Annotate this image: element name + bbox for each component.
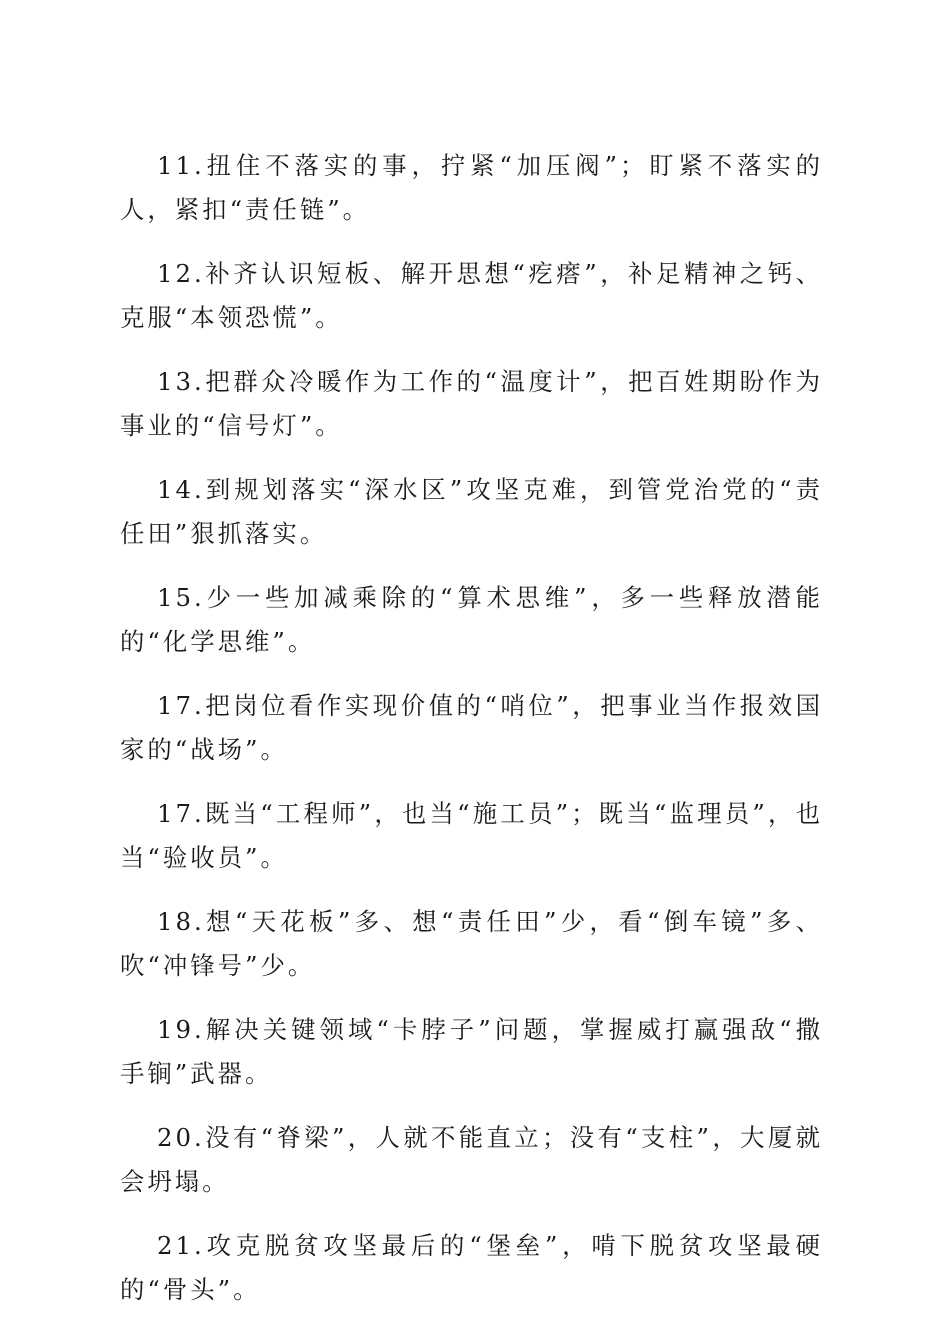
document-body: [120, 144, 823, 1332]
paragraph-21: 21.攻克脱贫攻坚最后的“堡垒”，啃下脱贫攻坚最硬的“骨头”。: [120, 1231, 823, 1304]
paragraph-15: 15.少一些加减乘除的“算术思维”，多一些释放潜能的“化学思维”。: [120, 583, 823, 656]
paragraph-17b: 17.既当“工程师”，也当“施工员”；既当“监理员”，也当“验收员”。: [120, 799, 823, 872]
paragraph-18: 18.想“天花板”多、想“责任田”少，看“倒车镜”多、吹“冲锋号”少。: [120, 907, 823, 980]
paragraph-13: 13.把群众冷暖作为工作的“温度计”，把百姓期盼作为事业的“信号灯”。: [120, 367, 823, 440]
paragraph-12: 12.补齐认识短板、解开思想“疙瘩”，补足精神之钙、克服“本领恐慌”。: [120, 259, 823, 332]
paragraph-19: 19.解决关键领域“卡脖子”问题，掌握威打赢强敌“撒手锏”武器。: [120, 1015, 823, 1088]
paragraph-11: 11.扭住不落实的事，拧紧“加压阀”；盯紧不落实的人，紧扣“责任链”。: [120, 151, 823, 224]
paragraph-20: 20.没有“脊梁”，人就不能直立；没有“支柱”，大厦就会坍塌。: [120, 1123, 823, 1196]
paragraph-14: 14.到规划落实“深水区”攻坚克难，到管党治党的“责任田”狠抓落实。: [120, 475, 823, 548]
paragraph-17a: 17.把岗位看作实现价值的“哨位”，把事业当作报效国家的“战场”。: [120, 691, 823, 764]
